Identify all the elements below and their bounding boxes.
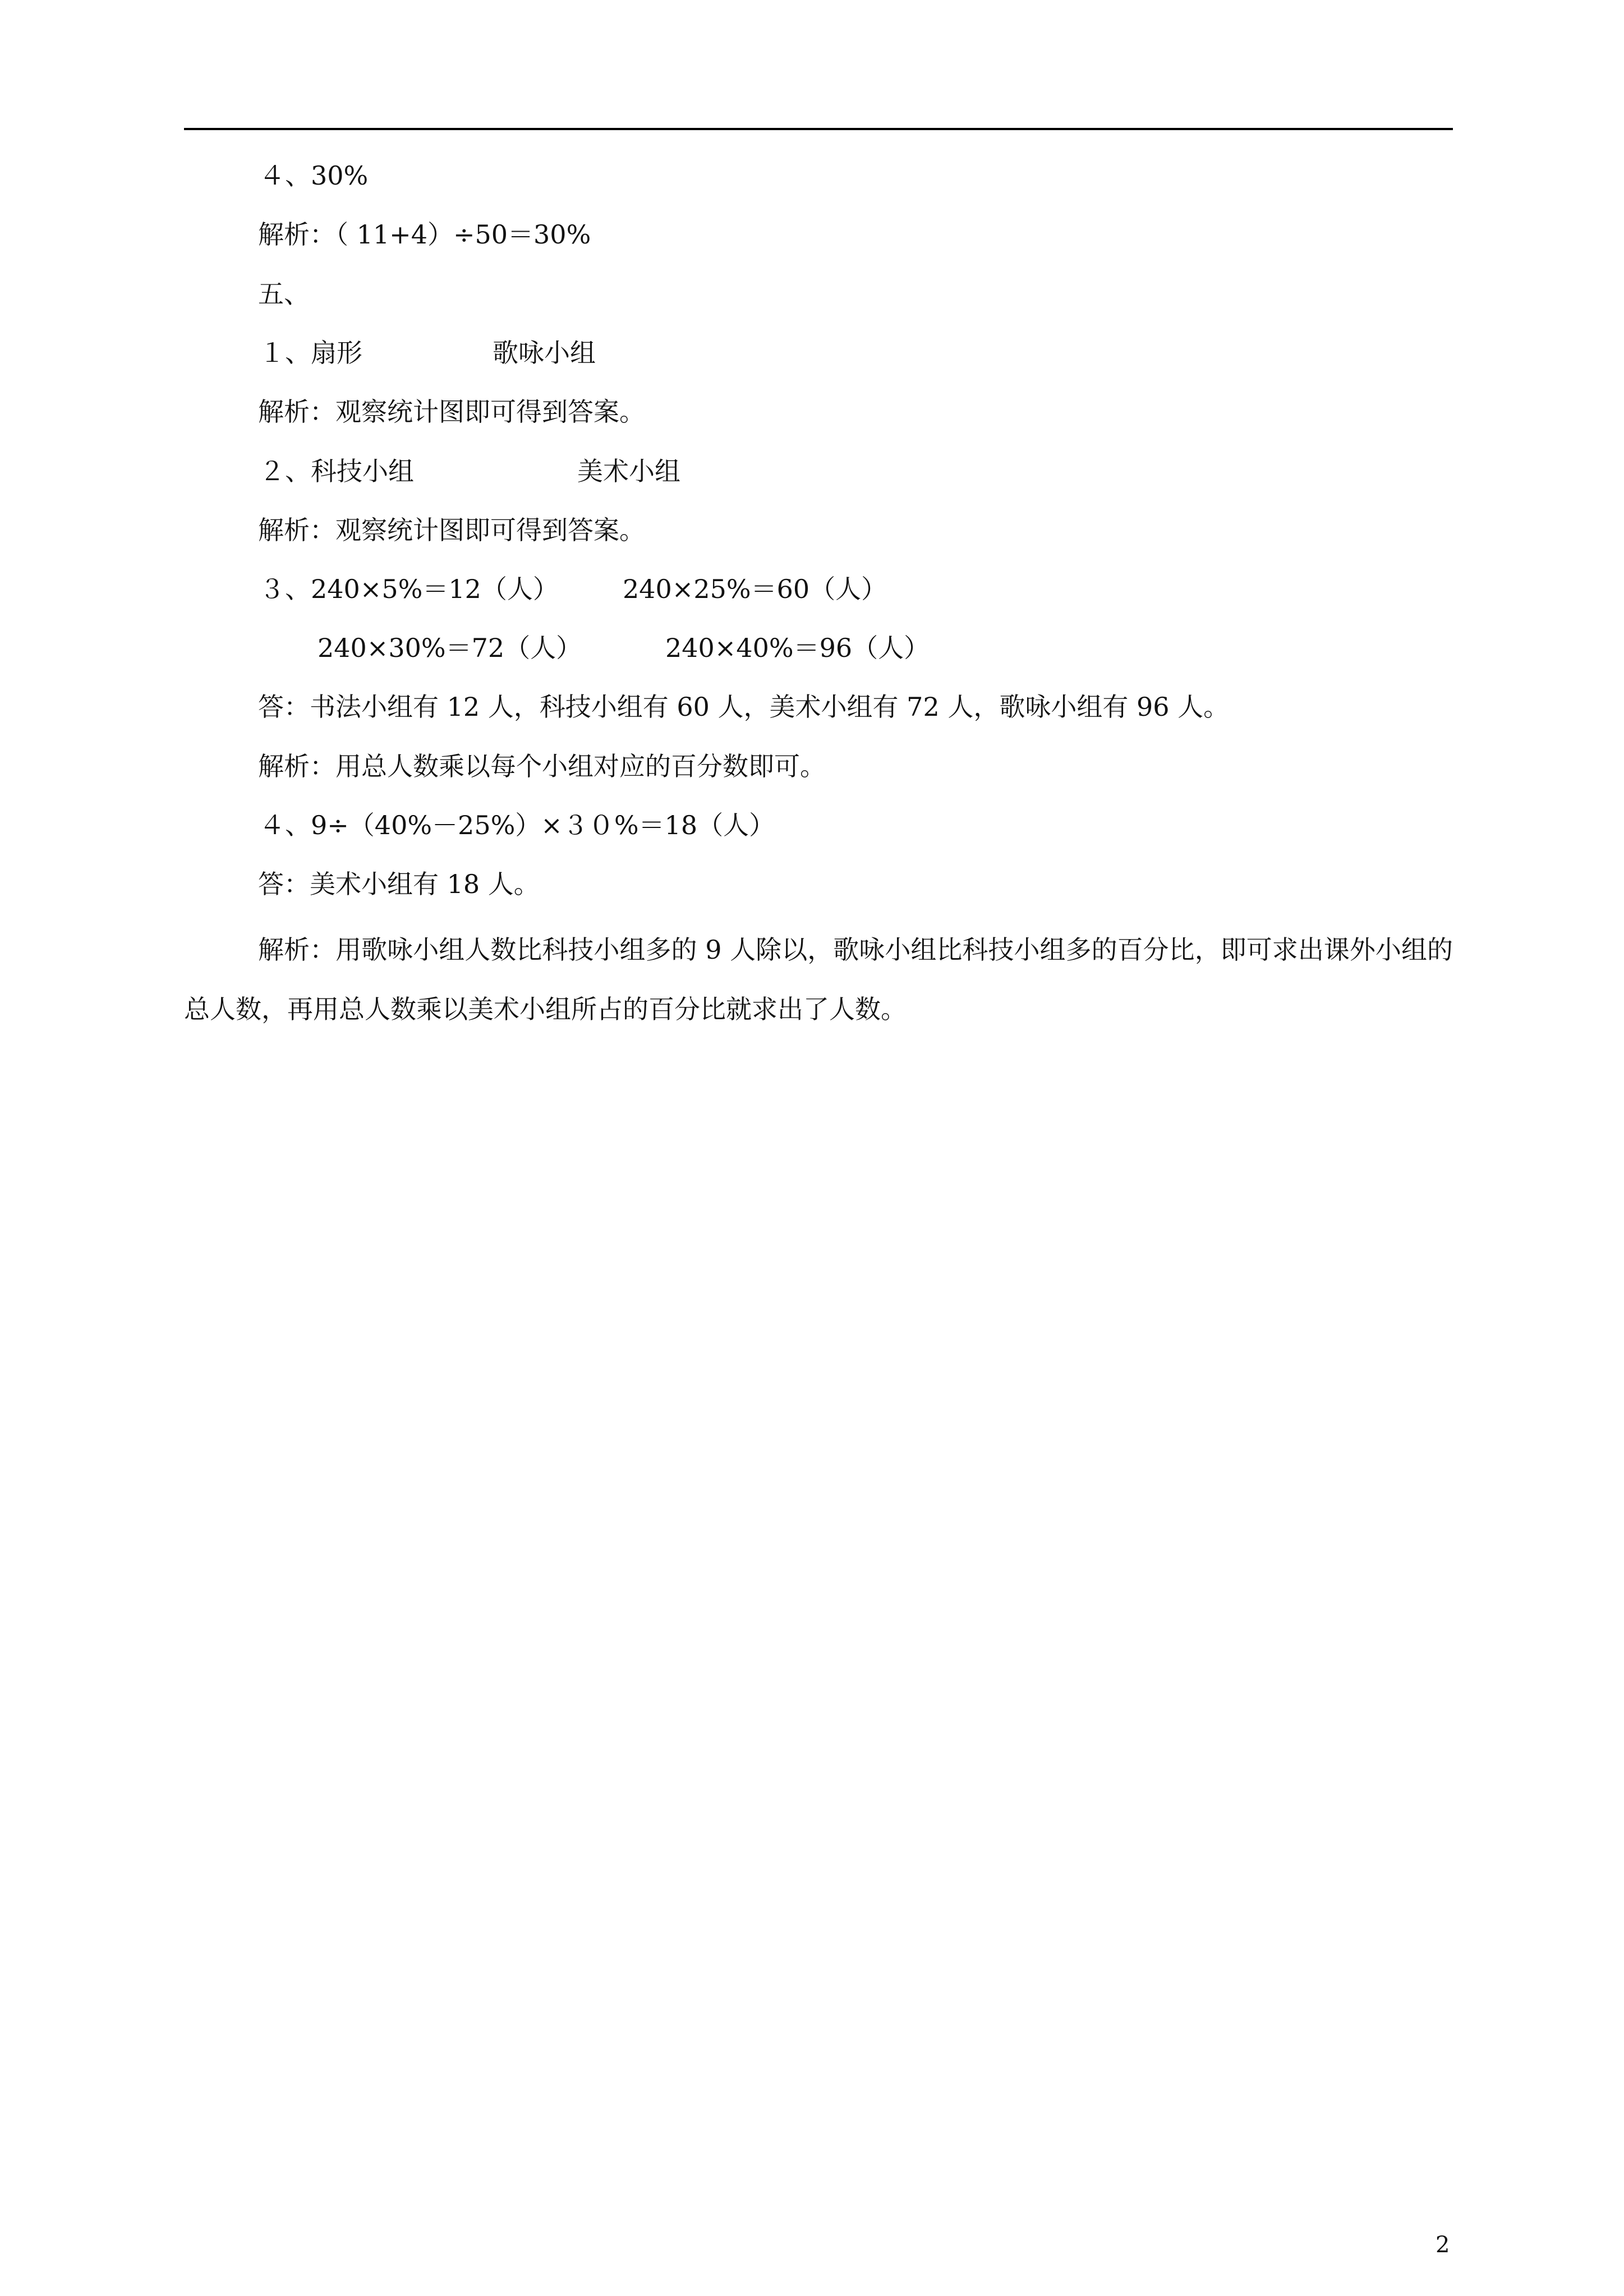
calc-tech: 240×25%＝60（人） — [623, 574, 887, 604]
answer-1-group: 歌咏小组 — [493, 338, 596, 368]
analysis-paragraph: 解析：用歌咏小组人数比科技小组多的 9 人除以，歌咏小组比科技小组多的百分比，即可求出课外小组的总人数，再用总人数乘以美术小组所占的百分比就求出了人数。 — [184, 935, 1453, 1024]
calc-singing: 240×40%＝96（人） — [665, 633, 930, 663]
analysis-line: 解析：用总人数乘以每个小组对应的百分数即可。 — [258, 751, 826, 781]
answer-4-calc: ４、9÷（40%－25%）×３０%＝18（人） — [259, 810, 775, 840]
header-rule — [184, 128, 1453, 130]
answer-1-shape: １、扇形 — [259, 338, 362, 368]
analysis-line: 解析：观察统计图即可得到答案。 — [258, 397, 645, 427]
analysis-line: 解析：（ 11+4）÷50＝30% — [258, 219, 591, 250]
answer-2-group-b: 美术小组 — [577, 456, 680, 486]
answer-2-group-a: ２、科技小组 — [259, 456, 414, 486]
calc-calligraphy: ３、240×5%＝12（人） — [259, 574, 559, 604]
page-number: 2 — [1436, 2232, 1450, 2258]
answer-statement: 答：书法小组有 12 人，科技小组有 60 人，美术小组有 72 人，歌咏小组有 96 人。 — [258, 692, 1230, 722]
section-five-heading: 五、 — [258, 279, 310, 309]
answer-statement: 答：美术小组有 18 人。 — [258, 869, 540, 899]
calc-art: 240×30%＝72（人） — [318, 633, 582, 663]
answer-4-percent: ４、30% — [259, 160, 369, 191]
analysis-line: 解析：观察统计图即可得到答案。 — [258, 515, 645, 545]
